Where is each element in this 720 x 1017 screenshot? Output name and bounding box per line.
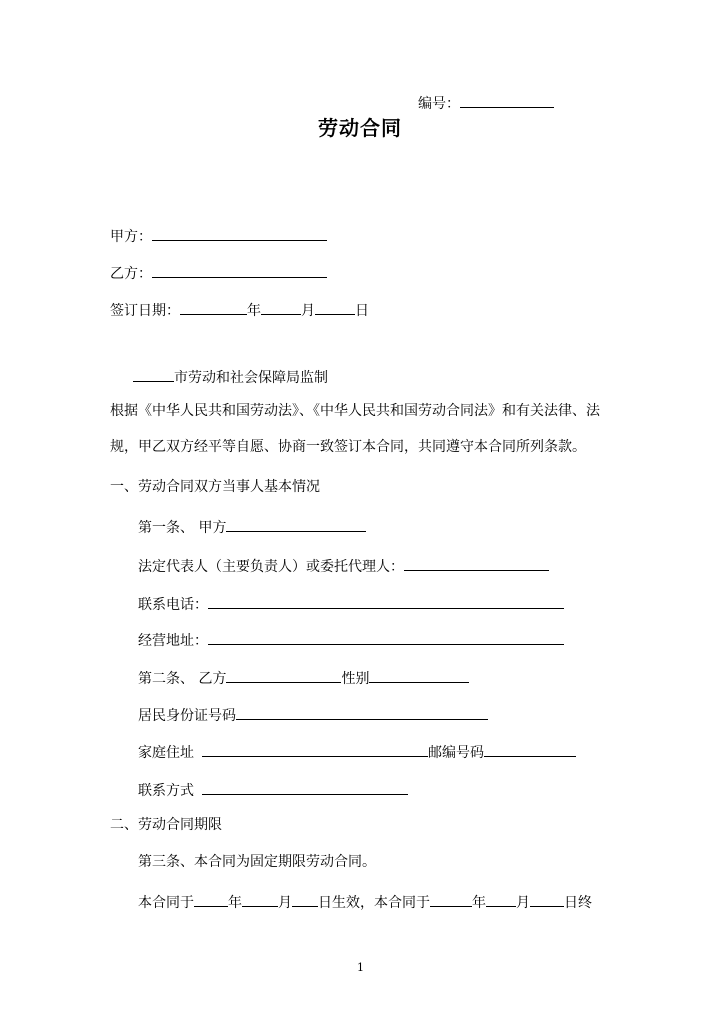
article2-line xyxy=(138,668,469,686)
start-month-label: 月 xyxy=(278,895,292,911)
contract-number xyxy=(418,93,554,111)
party-b-name-field[interactable] xyxy=(226,668,341,683)
address-line xyxy=(138,630,564,648)
party-a-label: 甲方： xyxy=(110,229,152,245)
sign-year-field[interactable] xyxy=(180,300,247,315)
contact-field[interactable] xyxy=(202,780,408,795)
address-field[interactable] xyxy=(208,630,564,645)
month-label: 月 xyxy=(301,303,315,319)
id-field[interactable] xyxy=(236,705,488,720)
party-a-name-field[interactable] xyxy=(226,517,366,532)
end-year-label: 年 xyxy=(472,895,486,911)
sign-date-line xyxy=(110,300,369,318)
day-label: 日 xyxy=(355,303,369,319)
id-line xyxy=(138,705,488,723)
end-month-label: 月 xyxy=(516,895,530,911)
start-day-field[interactable] xyxy=(292,892,318,907)
end-year-field[interactable] xyxy=(430,892,472,907)
end-month-field[interactable] xyxy=(486,892,516,907)
page-number: 1 xyxy=(357,961,364,974)
page-title: 劳动合同 xyxy=(318,116,402,140)
supervision-text: 市劳动和社会保障局监制 xyxy=(174,370,328,386)
id-label: 居民身份证号码 xyxy=(138,708,236,724)
end-day-field[interactable] xyxy=(530,892,564,907)
home-address-line xyxy=(138,742,576,760)
postcode-label: 邮编号码 xyxy=(428,745,484,761)
contract-number-field[interactable] xyxy=(460,93,554,108)
section1-heading: 一、劳动合同双方当事人基本情况 xyxy=(110,479,320,495)
year-label: 年 xyxy=(247,303,261,319)
term-line xyxy=(138,892,592,910)
supervision-line xyxy=(133,367,328,385)
legal-rep-field[interactable] xyxy=(404,556,549,571)
home-address-field[interactable] xyxy=(202,742,428,757)
party-b-field[interactable] xyxy=(152,263,327,278)
section2-heading: 二、劳动合同期限 xyxy=(110,817,222,833)
preamble-line-2: 规，甲乙双方经平等自愿、协商一致签订本合同，共同遵守本合同所列条款。 xyxy=(110,439,586,455)
preamble-line-1: 根据《中华人民共和国劳动法》、《中华人民共和国劳动合同法》和有关法律、法 xyxy=(110,403,600,419)
sign-month-field[interactable] xyxy=(261,300,301,315)
legal-rep-label: 法定代表人（主要负责人）或委托代理人： xyxy=(138,559,404,575)
sign-day-field[interactable] xyxy=(315,300,355,315)
contact-label: 联系方式 xyxy=(138,783,194,799)
gender-label: 性别 xyxy=(341,671,370,687)
article3-text: 第三条、本合同为固定期限劳动合同。 xyxy=(138,854,376,870)
start-year-field[interactable] xyxy=(194,892,228,907)
party-a-field[interactable] xyxy=(152,226,327,241)
home-address-label: 家庭住址 xyxy=(138,745,194,761)
postcode-field[interactable] xyxy=(484,742,576,757)
contact-line xyxy=(138,780,408,798)
article1-line xyxy=(138,517,366,535)
effective-label: 日生效，本合同于 xyxy=(318,895,430,911)
phone-field[interactable] xyxy=(208,594,564,609)
start-month-field[interactable] xyxy=(242,892,278,907)
term-from-label: 本合同于 xyxy=(138,895,194,911)
phone-line xyxy=(138,594,564,612)
sign-date-label: 签订日期： xyxy=(110,303,180,319)
gender-field[interactable] xyxy=(369,668,469,683)
legal-rep-line xyxy=(138,556,549,574)
start-year-label: 年 xyxy=(228,895,242,911)
party-a-line xyxy=(110,226,327,244)
city-field[interactable] xyxy=(133,367,174,382)
party-b-line xyxy=(110,263,327,281)
phone-label: 联系电话： xyxy=(138,597,208,613)
article2-label: 第二条、 乙方 xyxy=(138,671,227,687)
party-b-label: 乙方： xyxy=(110,266,152,282)
address-label: 经营地址： xyxy=(138,633,208,649)
article1-label: 第一条、 甲方 xyxy=(138,520,227,536)
contract-number-label: 编号： xyxy=(418,96,460,112)
end-day-label: 日终 xyxy=(564,895,592,911)
